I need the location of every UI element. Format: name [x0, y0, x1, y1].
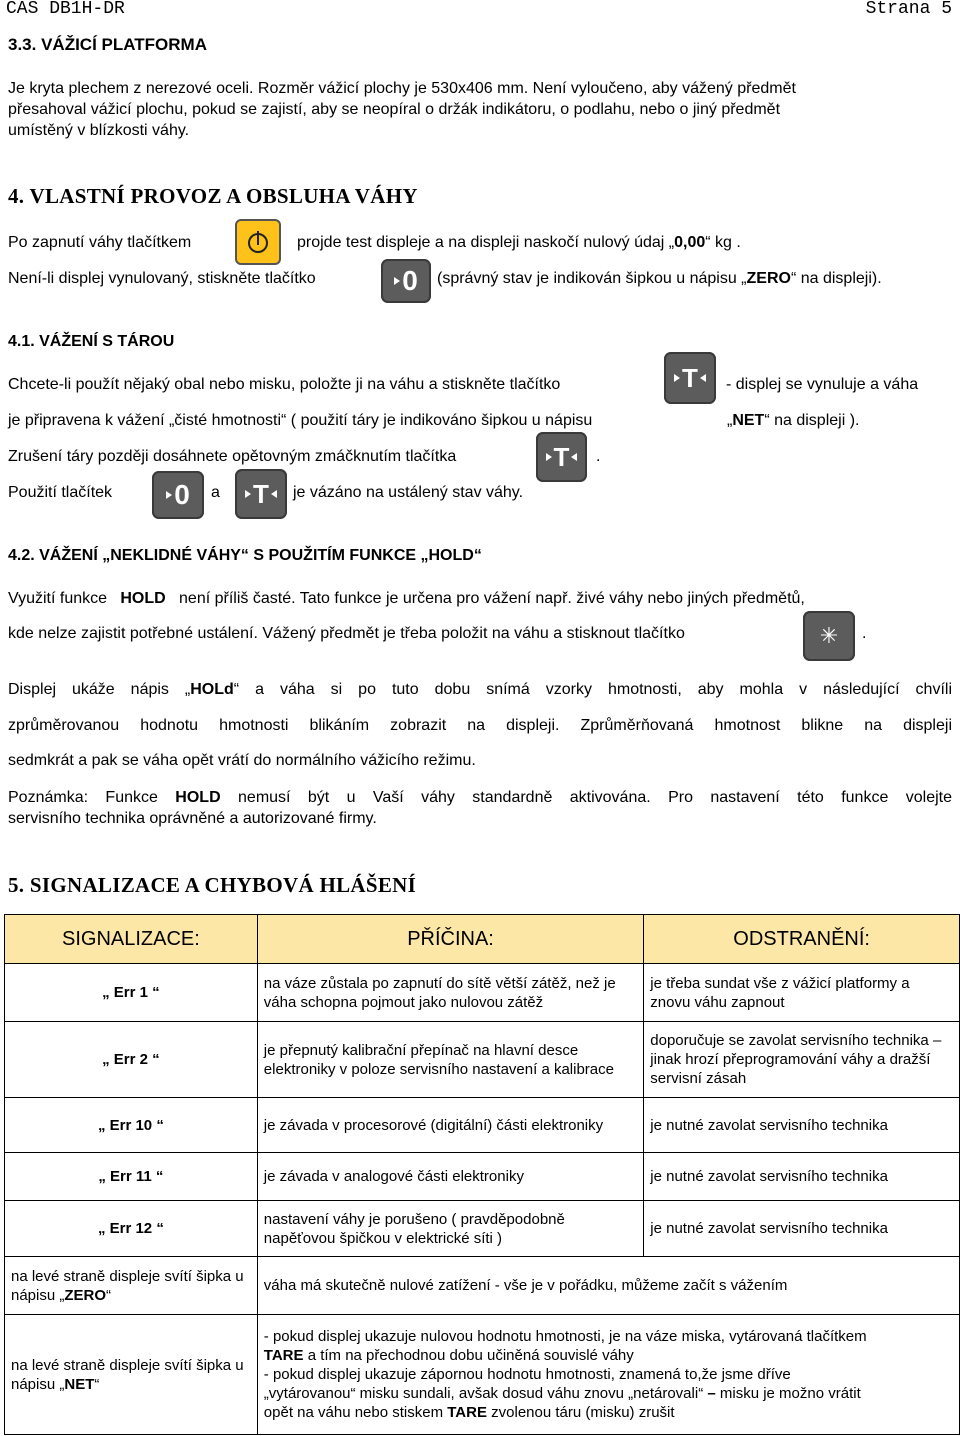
text-line: Po zapnutí váhy tlačítkem — [8, 234, 192, 251]
error-fix: je nutné zavolat servisního technika — [644, 1153, 960, 1201]
text-line: Chcete-li použít nějaký obal nebo misku, položte ji na váhu a stiskněte tlačítko — [8, 376, 561, 393]
text-line: Využití funkce HOLD není příliš časté. Tato funkce je určena pro vážení např. živé váhy nebo jiných předmětů, — [8, 590, 805, 607]
tare-key-icon: T — [235, 469, 287, 519]
paragraph-line: Je kryta plechem z nerezové oceli. Rozměr vážicí plochy je 530x406 mm. Není vyloučeno, aby vážený předmět — [8, 80, 796, 97]
error-code: „ Err 2 “ — [5, 1022, 258, 1098]
section-3-3-title: 3.3. VÁŽICÍ PLATFORMA — [8, 35, 207, 54]
text-line: Zrušení táry později dosáhnete opětovným zmáčknutím tlačítka — [8, 448, 457, 465]
error-cause: je závada v analogové části elektroniky — [257, 1153, 643, 1201]
error-code: „ Err 12 “ — [5, 1201, 258, 1257]
text-line: je připravena k vážení „čisté hmotnosti“ ( použití táry je indikováno šipkou u nápisu — [8, 412, 593, 429]
table-header: ODSTRANĚNÍ: — [644, 915, 960, 964]
section-5-title: 5. SIGNALIZACE A CHYBOVÁ HLÁŠENÍ — [8, 873, 417, 897]
text-line: . — [596, 448, 601, 465]
table-header: SIGNALIZACE: — [5, 915, 258, 964]
zero-key-icon: 0 — [152, 471, 204, 519]
section-4-2-title: 4.2. VÁŽENÍ „NEKLIDNÉ VÁHY“ S POUŽITÍM FUNKCE „HOLD“ — [8, 547, 482, 564]
error-cause: na váze zůstala po zapnutí do sítě větší zátěž, než je váha schopna pojmout jako nulovou zátěž — [257, 964, 643, 1022]
text-line: . — [862, 625, 867, 642]
text-line: kde nelze zajistit potřebné ustálení. Vážený předmět je třeba položit na váhu a stisknout tlačítko — [8, 625, 685, 642]
table-header-row — [5, 915, 960, 964]
table-row — [5, 1022, 960, 1098]
section-4-title: 4. VLASTNÍ PROVOZ A OBSLUHA VÁHY — [8, 184, 418, 208]
text-line: „NET“ na displeji ). — [727, 412, 860, 429]
table-row — [5, 964, 960, 1022]
table-row — [5, 1098, 960, 1153]
error-cause: je závada v procesorové (digitální) části elektroniky — [257, 1098, 643, 1153]
error-code: „ Err 10 “ — [5, 1098, 258, 1153]
document-title: CAS DB1H-DR — [6, 0, 125, 19]
table-header: PŘÍČINA: — [257, 915, 643, 964]
tare-key-icon: T — [536, 432, 587, 482]
power-button-icon — [235, 219, 281, 265]
error-code: „ Err 1 “ — [5, 964, 258, 1022]
text-line: je vázáno na ustálený stav váhy. — [293, 484, 524, 501]
section-4-1-title: 4.1. VÁŽENÍ S TÁROU — [8, 333, 175, 350]
text-line: Použití tlačítek — [8, 484, 113, 501]
error-cause: je přepnutý kalibrační přepínač na hlavní desce elektroniky v poloze servisního nastavení a kalibrace — [257, 1022, 643, 1098]
text-line: sedmkrát a pak se váha opět vrátí do normálního vážicího režimu. — [8, 752, 476, 769]
text-line: Není-li displej vynulovaný, stiskněte tlačítko — [8, 270, 316, 287]
signalization-table — [4, 914, 960, 1435]
paragraph-line: umístěný v blízkosti váhy. — [8, 122, 190, 139]
note-line: Poznámka: Funkce HOLD nemusí být u Vaší váhy standardně aktivována. Pro nastavení této funkce volejte — [8, 789, 952, 806]
hold-key-icon: ✳ — [803, 611, 855, 661]
error-fix: je nutné zavolat servisního technika — [644, 1201, 960, 1257]
zero-indicator-text: váha má skutečně nulové zatížení - vše je v pořádku, můžeme začít s vážením — [257, 1257, 959, 1315]
net-indicator-text: - pokud displej ukazuje nulovou hodnotu hmotnosti, je na váze miska, vytárovaná tlačítkem TARE a tím na přechodnou dobu učiněná souvislé váhy - pokud displej ukazuje zápornou hodnotu hmotnosti, znamená to,že jsme dříve „vytárovanou“ misku sundali, avšak dosud váhu znovu „netárovali“ – misku je možno vrátit opět na váhu nebo stiskem TARE zvolenou táru (misku) zrušit — [257, 1315, 959, 1435]
text-line: (správný stav je indikován šipkou u nápisu „ZERO“ na displeji). — [437, 270, 882, 287]
table-row — [5, 1201, 960, 1257]
tare-key-icon: T — [664, 352, 716, 404]
table-row — [5, 1315, 960, 1435]
text-line: - displej se vynuluje a váha — [726, 376, 919, 393]
text-line: a — [211, 484, 220, 501]
zero-indicator-label: na levé straně displeje svítí šipka u nápisu „ZERO“ — [5, 1257, 258, 1315]
table-row — [5, 1153, 960, 1201]
net-indicator-label: na levé straně displeje svítí šipka u nápisu „NET“ — [5, 1315, 258, 1435]
error-fix: je nutné zavolat servisního technika — [644, 1098, 960, 1153]
text-line: zprůměrovanou hodnotu hmotnosti blikáním zobrazit na displeji. Zprůměrňovaná hmotnost blikne na displeji — [8, 717, 952, 734]
table-row — [5, 1257, 960, 1315]
text-line: Displej ukáže nápis „HOLd“ a váha si po tuto dobu snímá vzorky hmotnosti, aby mohla v následující chvíli — [8, 681, 953, 698]
error-cause: nastavení váhy je porušeno ( pravděpodobně napěťovou špičkou v elektrické síti ) — [257, 1201, 643, 1257]
error-fix: je třeba sundat vše z vážicí platformy a znovu váhu zapnout — [644, 964, 960, 1022]
paragraph-line: přesahoval vážicí plochu, pokud se zajistí, aby se neopíral o držák indikátoru, o podlahu, nebo o jiný předmět — [8, 101, 781, 118]
note-line: servisního technika oprávněné a autorizované firmy. — [8, 810, 377, 827]
text-line: projde test displeje a na displeji naskočí nulový údaj „0,00“ kg . — [297, 234, 741, 251]
page-number: Strana 5 — [865, 0, 952, 19]
error-fix: doporučuje se zavolat servisního technika – jinak hrozí přeprogramování váhy a dražší servisní zásah — [644, 1022, 960, 1098]
zero-key-icon: 0 — [381, 259, 431, 303]
error-code: „ Err 11 “ — [5, 1153, 258, 1201]
